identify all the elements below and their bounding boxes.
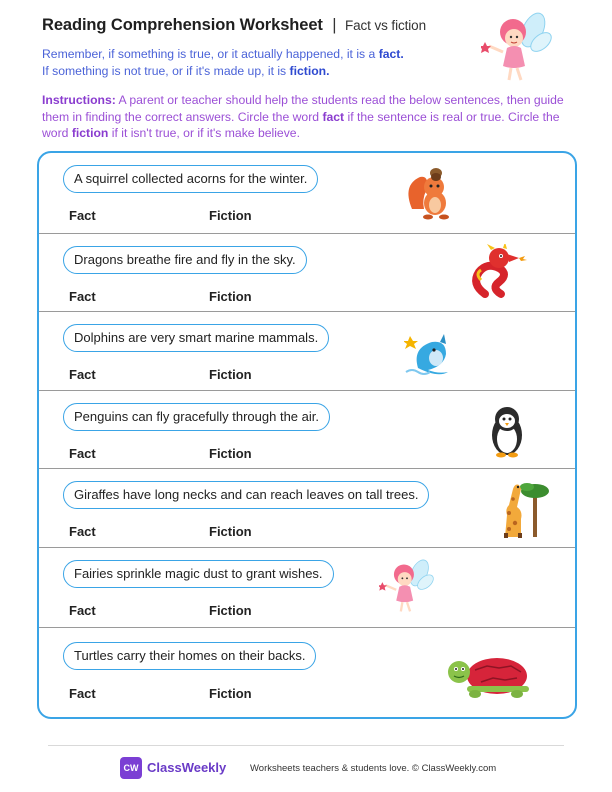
intro-fact-word: fact. [378, 47, 404, 61]
page-title [42, 16, 426, 35]
intro-line1: Remember, if something is true, or it actually happened, it is a [42, 47, 379, 61]
instructions-label: Instructions: [42, 93, 116, 107]
penguin-icon [487, 405, 527, 459]
fiction-option[interactable]: Fiction [209, 367, 252, 382]
sentence-pill: Dolphins are very smart marine mammals. [63, 324, 329, 352]
fact-option[interactable]: Fact [69, 289, 96, 304]
footer-tagline: Worksheets teachers & students love. © ClassWeekly.com [250, 763, 497, 774]
fairy-icon [481, 8, 553, 86]
dolphin-icon [404, 328, 458, 378]
instructions-text-3: if it isn't true, or if it's make believe. [108, 126, 300, 140]
sentence-pill: A squirrel collected acorns for the winter. [63, 165, 318, 193]
fiction-option[interactable]: Fiction [209, 524, 252, 539]
fact-option[interactable]: Fact [69, 524, 96, 539]
fiction-option[interactable]: Fiction [209, 208, 252, 223]
fiction-option[interactable]: Fiction [209, 603, 252, 618]
fact-option[interactable]: Fact [69, 686, 96, 701]
dragon-icon [469, 244, 529, 304]
title-separator: | [332, 16, 337, 34]
sentence-pill: Penguins can fly gracefully through the air. [63, 403, 330, 431]
intro-paragraph [42, 46, 482, 80]
fiction-option[interactable]: Fiction [209, 686, 252, 701]
question-row [39, 311, 575, 391]
instructions-text-2: if the sentence is real or true. Circle the word [42, 109, 560, 140]
classweekly-logo-icon: CW [120, 757, 142, 779]
question-row [39, 468, 575, 548]
fact-option[interactable]: Fact [69, 603, 96, 618]
footer-divider [48, 745, 564, 746]
giraffe-icon [491, 479, 555, 539]
worksheet-subtitle: Fact vs fiction [344, 18, 426, 33]
sentence-pill: Turtles carry their homes on their backs. [63, 642, 316, 670]
question-row [39, 233, 575, 312]
instructions-paragraph [42, 92, 572, 142]
question-row [39, 390, 575, 469]
sentence-pill: Giraffes have long necks and can reach leaves on tall trees. [63, 481, 429, 509]
fact-option[interactable]: Fact [69, 367, 96, 382]
turtle-icon [445, 646, 535, 700]
instructions-text-1: A parent or teacher should help the students read the below sentences, then guide them in finding the correct answers. Circle the word [42, 93, 564, 124]
questions-frame [37, 151, 577, 719]
intro-line2: If something is not true, or if it's made up, it is [42, 64, 290, 78]
fact-option[interactable]: Fact [69, 208, 96, 223]
fiction-option[interactable]: Fiction [209, 289, 252, 304]
squirrel-icon [402, 165, 458, 221]
sentence-pill: Dragons breathe fire and fly in the sky. [63, 246, 307, 274]
fact-option[interactable]: Fact [69, 446, 96, 461]
question-row [39, 627, 575, 718]
worksheet-title: Reading Comprehension Worksheet [42, 16, 323, 34]
fiction-option[interactable]: Fiction [209, 446, 252, 461]
instructions-fiction-word: fiction [71, 126, 109, 140]
question-row [39, 153, 575, 233]
fairy-icon [379, 556, 435, 616]
intro-fiction-word: fiction. [289, 64, 330, 78]
question-row [39, 547, 575, 628]
instructions-fact-word: fact [322, 109, 345, 124]
brand-name: ClassWeekly [147, 760, 227, 775]
sentence-pill: Fairies sprinkle magic dust to grant wishes. [63, 560, 334, 588]
